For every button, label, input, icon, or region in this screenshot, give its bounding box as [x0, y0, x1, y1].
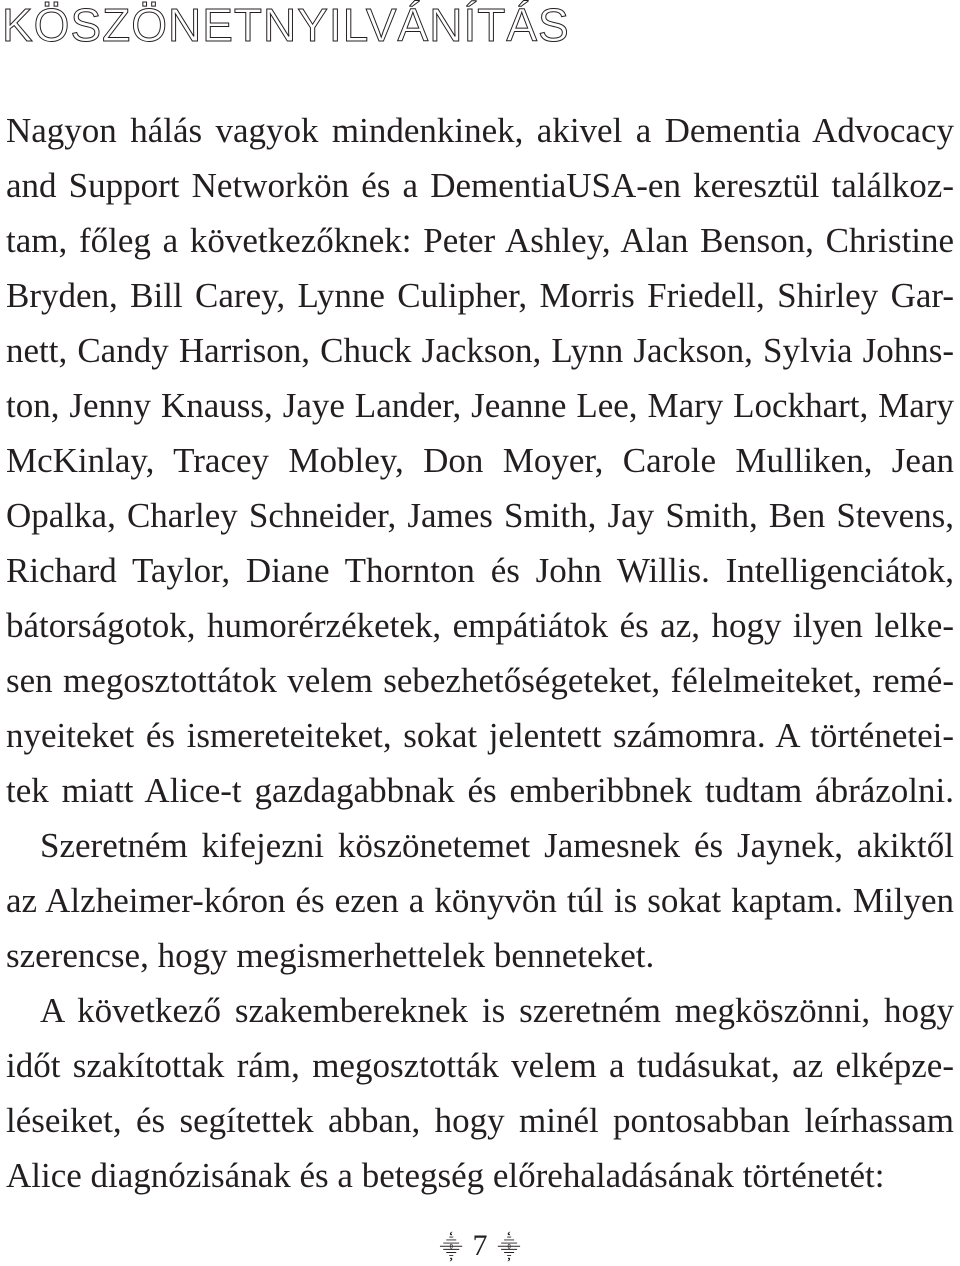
paragraph-line: időt szakítottak rám, megosztották velem a tudásukat, az elképze-	[6, 1046, 954, 1085]
paragraph-line: Richard Taylor, Diane Thornton és John Willis. Intelligenciátok,	[6, 551, 954, 590]
paragraph-line: Alice diagnózisának és a betegség előrehaladásának történetét:	[6, 1156, 885, 1195]
paragraph-line: szerencse, hogy megismerhettelek benneteket.	[6, 936, 655, 975]
paragraph-line: léseiket, és segítettek abban, hogy minél pontosabban leírhassam	[6, 1101, 954, 1140]
paragraph-line: Opalka, Charley Schneider, James Smith, Jay Smith, Ben Stevens,	[6, 496, 954, 535]
paragraph-line: tam, főleg a következőknek: Peter Ashley, Alan Benson, Christine	[6, 221, 954, 260]
page-footer	[0, 1228, 960, 1266]
paragraph-line: sen megosztottátok velem sebezhetőségeteket, félelmeiteket, remé-	[6, 661, 954, 700]
paragraph-line: Bryden, Bill Carey, Lynne Culipher, Morris Friedell, Shirley Gar-	[6, 276, 954, 315]
ornament-left-icon: ⸎	[439, 1235, 463, 1261]
paragraph-line: A következő szakembereknek is szeretném megköszönni, hogy	[40, 991, 954, 1030]
paragraph-line: Szeretném kifejezni köszönetemet Jamesnek és Jaynek, akiktől	[40, 826, 954, 865]
paragraph-line: Nagyon hálás vagyok mindenkinek, akivel a Dementia Advocacy	[6, 111, 954, 150]
page-number: 7	[472, 1229, 488, 1262]
paragraph-line: bátorságotok, humorérzéketek, empátiátok és az, hogy ilyen lelke-	[6, 606, 954, 645]
paragraph-line: az Alzheimer-kóron és ezen a könyvön túl is sokat kaptam. Milyen	[6, 881, 954, 920]
paragraph-line: McKinlay, Tracey Mobley, Don Moyer, Carole Mulliken, Jean	[6, 441, 954, 480]
page-title: KÖSZÖNETNYILVÁNÍTÁS	[2, 0, 570, 51]
paragraph-line: nyeiteket és ismereteiteket, sokat jelentett számomra. A történetei-	[6, 716, 954, 755]
paragraph-line: ton, Jenny Knauss, Jaye Lander, Jeanne Lee, Mary Lockhart, Mary	[6, 386, 954, 425]
paragraph-line: tek miatt Alice-t gazdagabbnak és emberibbnek tudtam ábrázolni.	[6, 771, 954, 810]
ornament-right-icon: ⸎	[497, 1235, 521, 1261]
paragraph-line: and Support Networkön és a DementiaUSA-en keresztül találkoz-	[6, 166, 954, 205]
paragraph-line: nett, Candy Harrison, Chuck Jackson, Lynn Jackson, Sylvia Johns-	[6, 331, 954, 370]
